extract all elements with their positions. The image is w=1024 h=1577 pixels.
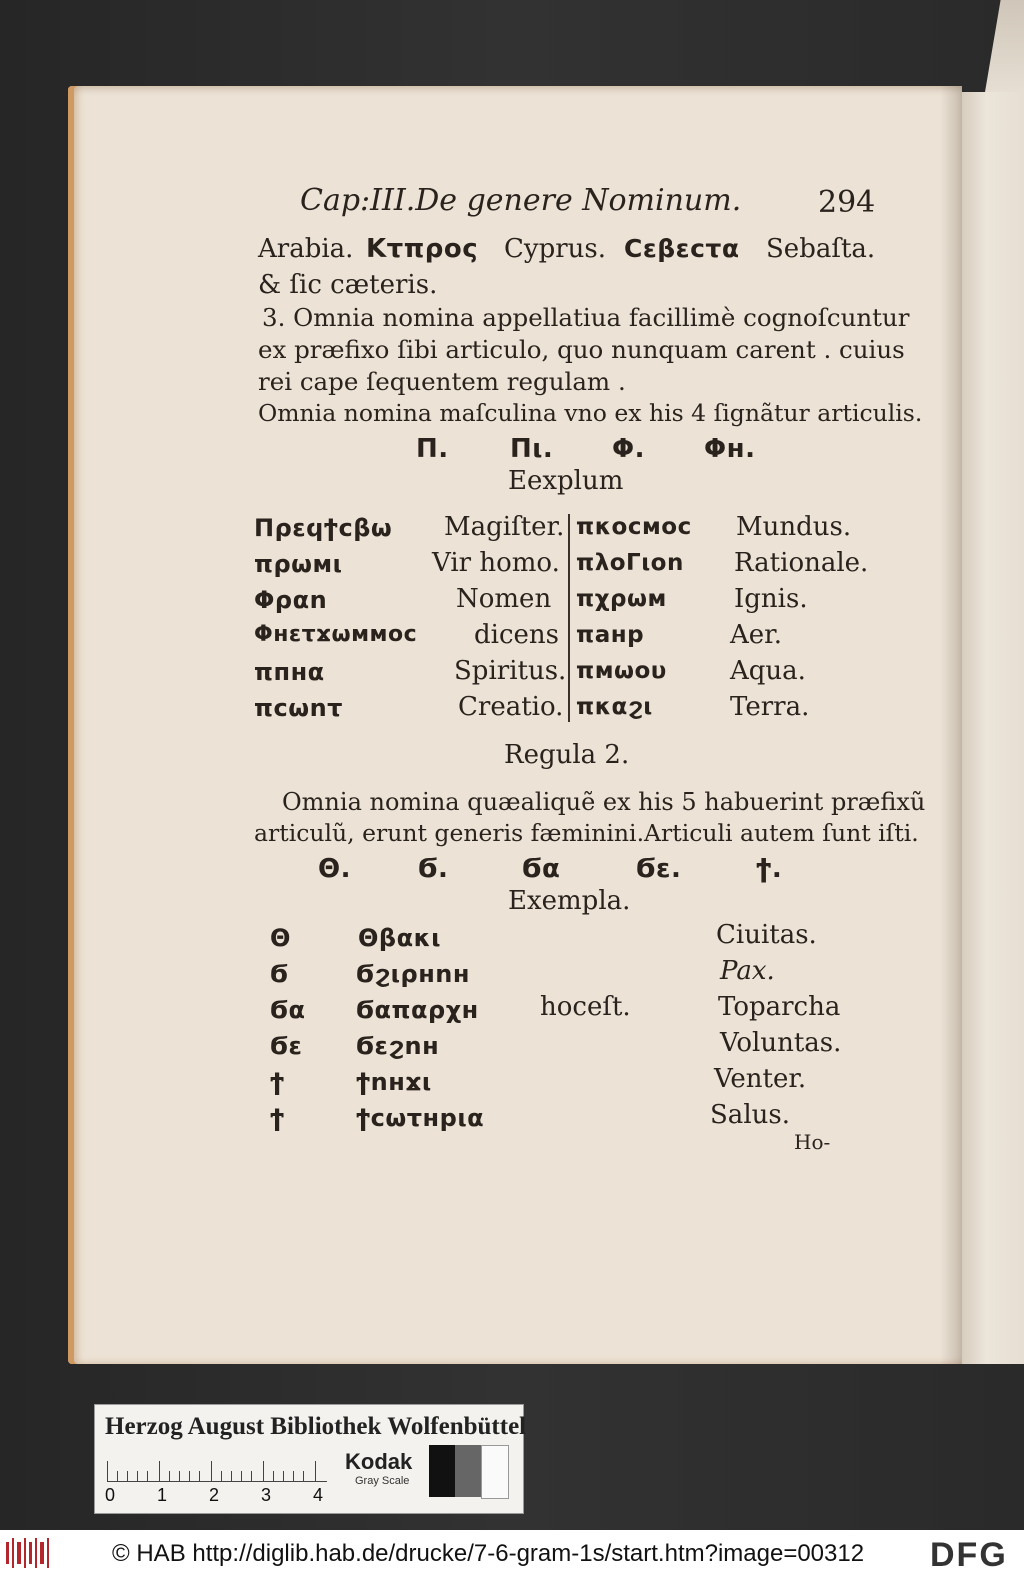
p2-line3: rei cape ſequentem regulam . <box>258 367 626 396</box>
ex2-article-1: Θ <box>270 924 291 952</box>
ex1-right-latin-2: Rationale. <box>734 548 869 578</box>
ex2-latin-4: Voluntas. <box>720 1028 842 1058</box>
rule2-line2: articulũ, erunt generis fæminini.Articuli autem ſunt iſti. <box>254 819 919 847</box>
ex2-article-5: ϯ <box>270 1068 285 1096</box>
ruler-number-0: 0 <box>105 1485 116 1505</box>
ex1-left-latin-6: Creatio. <box>458 692 564 722</box>
ex1-right-coptic-6: πκαϩι <box>576 694 653 720</box>
ex1-left-coptic-3: Φραn <box>254 586 328 614</box>
ex1-left-coptic-2: πρωмι <box>254 550 343 578</box>
ex1-right-coptic-5: πмωоυ <box>576 658 667 684</box>
footer-copyright-link[interactable]: © HAB http://diglib.hab.de/drucke/7-6-gram-1s/start.htm?image=00312 <box>112 1540 865 1567</box>
p1-coptic-sebasta: Cεβεcτα <box>624 234 740 263</box>
ex1-right-latin-6: Terra. <box>730 692 810 722</box>
next-page-edge <box>962 92 1024 1364</box>
ex2-article-2: Ϭ <box>270 960 289 988</box>
ex2-latin-6: Salus. <box>710 1100 790 1130</box>
ex1-right-coptic-1: πκοсмос <box>576 514 692 540</box>
p1-arabia: Arabia. <box>258 234 354 264</box>
ex2-coptic-1: Θβακι <box>358 924 441 952</box>
ex2-latin-5: Venter. <box>714 1064 807 1094</box>
ex1-right-coptic-2: πλоΓιοn <box>576 550 684 576</box>
ex1-right-latin-4: Aer. <box>730 620 782 650</box>
ex2-latin-2: Pax. <box>720 956 775 986</box>
ex1-left-latin-1: Magiſter. <box>444 512 565 542</box>
ex2-coptic-2: Ϭϩιρнnн <box>356 960 470 988</box>
catchword: Ho- <box>794 1130 831 1154</box>
library-label-title: Herzog August Bibliothek Wolfenbüttel <box>105 1413 527 1440</box>
gray-scale-label: Gray Scale <box>355 1475 410 1487</box>
ex2-article-4: Ϭε <box>270 1032 303 1060</box>
fem-article-1: Θ. <box>318 854 351 884</box>
ex1-left-coptic-5: πпнα <box>254 658 325 686</box>
rule2-line1: Omnia nomina quæaliquẽ ex his 5 habuerint præfixũ <box>282 788 926 816</box>
barcode-icon <box>6 1538 50 1568</box>
p1-line2: & ſic cæteris. <box>258 270 438 300</box>
ex1-left-latin-5: Spiritus. <box>454 656 567 686</box>
ex1-left-latin-2: Vir homo. <box>432 548 560 578</box>
ex2-latin-1: Ciuitas. <box>716 920 817 950</box>
example1-column-divider <box>568 514 570 722</box>
dfg-logo: DFG <box>930 1536 1008 1574</box>
ex2-article-6: ϯ <box>270 1104 285 1132</box>
p2-line1: 3. Omnia nomina appellatiua facillimè cognoſcuntur <box>262 303 910 332</box>
ex1-right-latin-3: Ignis. <box>734 584 808 614</box>
kodak-logo: Kodak <box>345 1449 413 1474</box>
p2-line2: ex præfixo ſibi articulo, quo nunquam carent . cuius <box>258 335 905 364</box>
example2-title: Exempla. <box>508 886 631 916</box>
p1-coptic-cyprus: Κτπρος <box>366 234 479 264</box>
ex1-right-coptic-4: πанр <box>576 622 645 648</box>
ex2-note-3: hoceſt. <box>540 992 631 1022</box>
ex1-left-latin-3: Nomen <box>456 584 552 614</box>
masc-article-1: Π. <box>416 434 449 464</box>
masc-article-3: Φ. <box>612 434 645 464</box>
library-color-chart <box>94 1404 527 1514</box>
ex1-left-coptic-1: Πρεϥϯcβω <box>254 514 393 542</box>
fem-article-5: ϯ. <box>756 854 783 884</box>
ex2-coptic-3: Ϭαπαρχн <box>356 996 479 1024</box>
page-gutter-shade <box>940 86 962 1364</box>
ex1-left-latin-4: dicens <box>474 620 559 650</box>
ex2-article-3: Ϭα <box>270 996 306 1024</box>
ex1-right-latin-1: Mundus. <box>736 512 852 542</box>
fem-article-2: Ϭ. <box>418 854 449 884</box>
gray-swatch-mid <box>455 1445 481 1497</box>
gray-swatch-black <box>429 1445 455 1497</box>
ex2-coptic-6: ϯсωτнрια <box>356 1104 485 1132</box>
ruler-number-4: 4 <box>313 1485 324 1505</box>
scale-ruler <box>107 1455 327 1482</box>
page-number: 294 <box>818 185 876 220</box>
masc-article-4: Φн. <box>704 434 756 464</box>
masc-article-2: Πι. <box>510 434 554 464</box>
ex1-right-coptic-3: πχρωм <box>576 586 667 612</box>
example1-title: Eexplum <box>508 466 624 496</box>
book-page <box>68 86 962 1364</box>
ruler-number-1: 1 <box>157 1485 168 1505</box>
ex2-latin-3: Toparcha <box>718 992 841 1022</box>
p2-line4: Omnia nomina maſculina vno ex his 4 ſignãtur articulis. <box>258 399 923 427</box>
rule2-title: Regula 2. <box>504 740 630 770</box>
fem-article-4: Ϭε. <box>636 854 682 884</box>
ex1-right-latin-5: Aqua. <box>730 656 806 686</box>
fem-article-3: Ϭα <box>522 854 561 884</box>
p1-cyprus: Cyprus. <box>504 234 607 264</box>
running-head-title: Cap:III.De genere Nominum. <box>300 183 742 218</box>
ex1-left-coptic-6: πcωnτ <box>254 694 343 722</box>
ruler-number-2: 2 <box>209 1485 220 1505</box>
ex2-coptic-4: Ϭεϩnн <box>356 1032 440 1060</box>
p1-sebasta: Sebaſta. <box>766 234 876 264</box>
ruler-number-3: 3 <box>261 1485 272 1505</box>
ex2-coptic-5: ϯnнϫι <box>356 1068 432 1096</box>
gray-swatch-white <box>481 1445 509 1499</box>
footer-bar <box>0 1530 1024 1577</box>
ex1-left-coptic-4: Φнετϫωммос <box>254 622 418 647</box>
